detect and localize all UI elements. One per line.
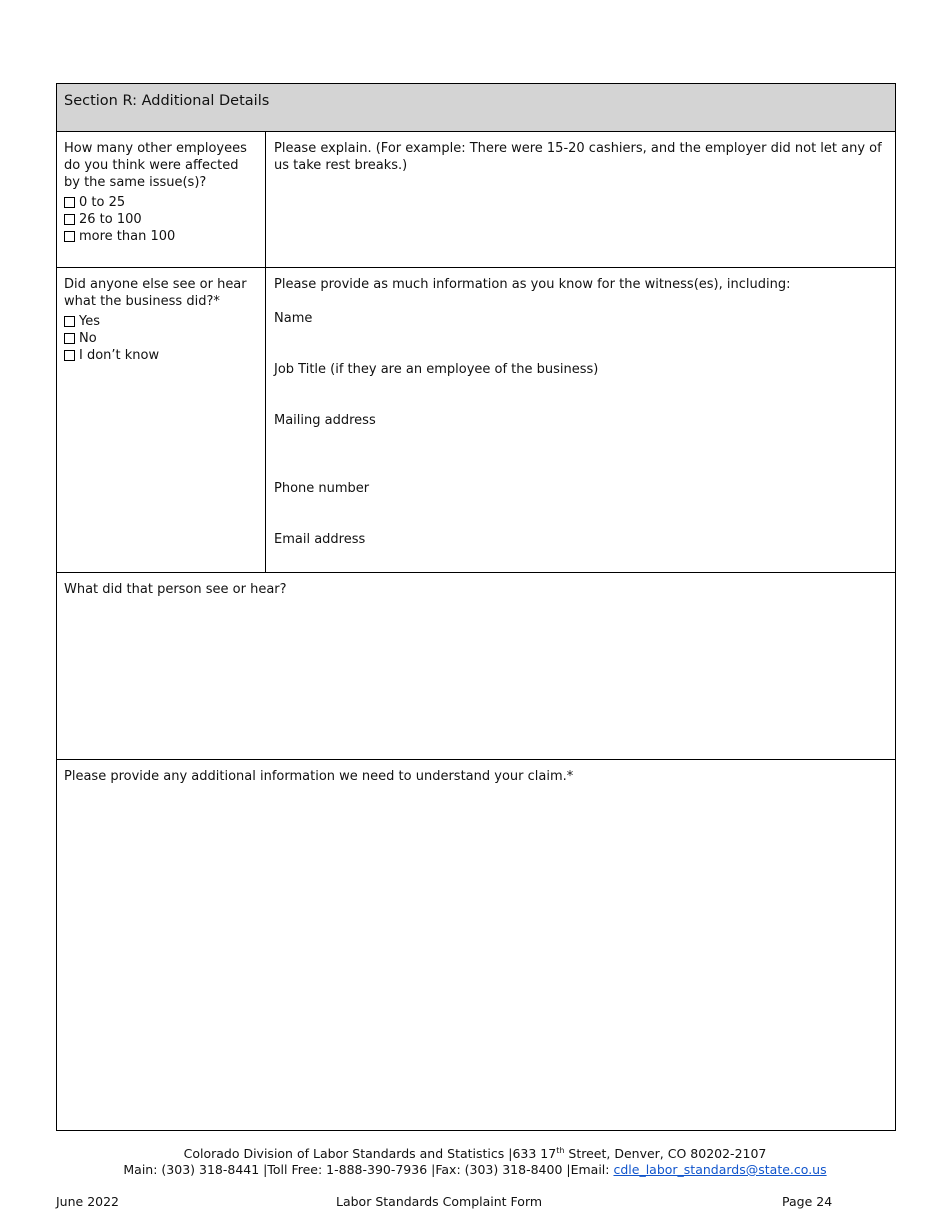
option-0-to-25[interactable] [64,194,258,211]
witness-intro: Please provide as much information as you know for the witness(es), including: [274,277,791,292]
footer-contact [0,1162,950,1177]
witness-email-label: Email address [274,532,366,547]
affected-explain-field[interactable] [266,132,895,267]
option-yes[interactable] [64,313,258,330]
option-label: Yes [79,314,100,329]
option-label: 26 to 100 [79,212,142,227]
witness-question: Did anyone else see or hear what the business did?* [64,277,247,309]
option-label: more than 100 [79,229,176,244]
additional-info-question: Please provide any additional information we need to understand your claim.* [64,769,574,784]
witness-name-label: Name [274,311,313,326]
affected-options [64,194,258,245]
footer-date: June 2022 [56,1194,120,1209]
checkbox[interactable] [64,316,75,327]
witness-options [64,313,258,364]
option-more-than-100[interactable] [64,228,258,245]
witness-job-title-label: Job Title (if they are an employee of the business) [274,362,599,377]
contact-numbers: Main: (303) 318-8441 |Toll Free: 1-888-390-7936 |Fax: (303) 318-8400 |Email: [123,1162,614,1177]
affected-employees-row [57,132,895,268]
footer-organization [0,1146,950,1161]
affected-question-cell [57,132,266,267]
option-label: I don’t know [79,348,160,363]
checkbox[interactable] [64,333,75,344]
witness-mailing-address-label: Mailing address [274,413,376,428]
checkbox[interactable] [64,350,75,361]
additional-info-field[interactable] [57,760,895,1130]
footer-form-name: Labor Standards Complaint Form [336,1194,543,1209]
option-label: No [79,331,97,346]
option-dont-know[interactable] [64,347,258,364]
saw-heard-field[interactable] [57,573,895,759]
checkbox[interactable] [64,214,75,225]
ordinal-suffix: th [556,1145,565,1155]
witness-phone-label: Phone number [274,481,370,496]
checkbox[interactable] [64,197,75,208]
section-header [57,84,895,132]
affected-question: How many other employees do you think were affected by the same issue(s)? [64,141,247,190]
org-address-start: Colorado Division of Labor Standards and Statistics |633 17 [183,1146,557,1161]
complaint-form-section-r [56,83,896,1131]
option-26-to-100[interactable] [64,211,258,228]
additional-info-row [57,760,895,1130]
witness-row [57,268,895,573]
email-link[interactable]: cdle_labor_standards@state.co.us [613,1162,827,1177]
affected-explain-label: Please explain. (For example: There were 15-20 cashiers, and the employer did not let any of us take rest breaks.) [274,141,882,173]
checkbox[interactable] [64,231,75,242]
witness-question-cell [57,268,266,572]
witness-info-field[interactable] [266,268,895,572]
section-title: Section R: Additional Details [64,93,270,109]
saw-heard-question: What did that person see or hear? [64,582,287,597]
saw-heard-row [57,573,895,760]
footer-page-number: Page 24 [782,1194,833,1209]
option-label: 0 to 25 [79,195,126,210]
option-no[interactable] [64,330,258,347]
org-address-end: Street, Denver, CO 80202-2107 [564,1146,767,1161]
